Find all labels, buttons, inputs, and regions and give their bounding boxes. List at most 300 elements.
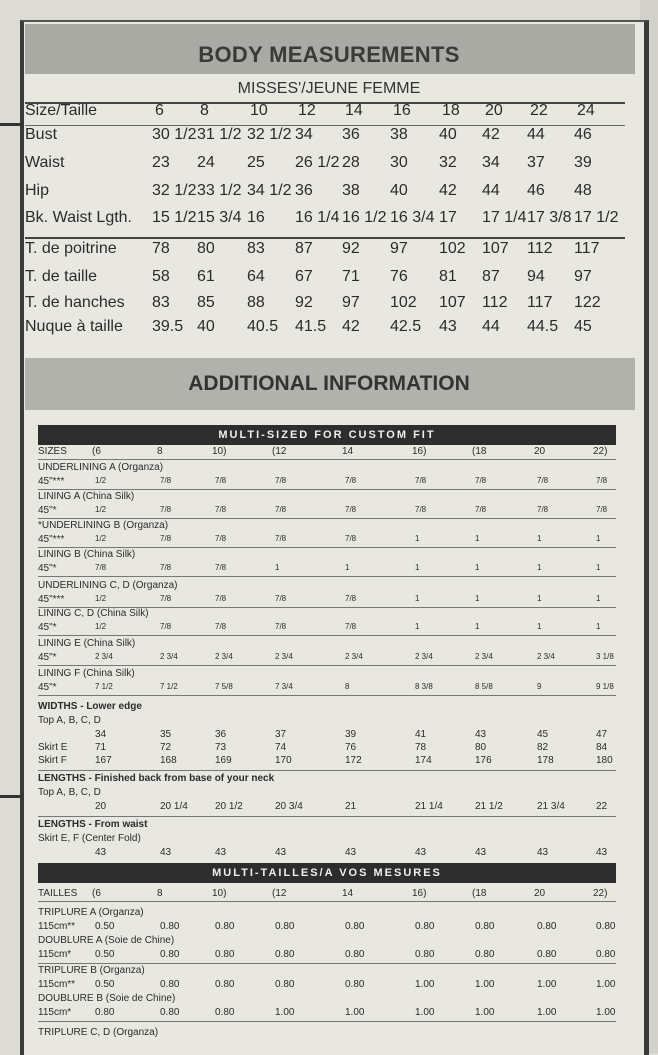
divider xyxy=(38,459,616,460)
measurement-cell: 39.5 xyxy=(152,318,184,335)
size-header-label: SIZES xyxy=(38,446,67,457)
value-cell: 0.80 xyxy=(275,949,295,960)
value-cell: 41 xyxy=(415,729,427,740)
measurement-label: Nuque à taille xyxy=(25,318,123,335)
value-cell: 1.00 xyxy=(475,1007,495,1018)
value-cell: 76 xyxy=(345,742,357,753)
value-cell: 0.80 xyxy=(160,949,180,960)
measurement-cell: 32 1/2 xyxy=(152,182,197,199)
value-cell: 3 1/8 xyxy=(596,652,614,661)
margin-mark xyxy=(0,795,22,798)
measurement-cell: 64 xyxy=(247,268,265,285)
multi-tailles-bar: MULTI-TAILLES/A VOS MESURES xyxy=(38,863,616,883)
measurement-cell: 42 xyxy=(439,182,457,199)
size-header-label: TAILLES xyxy=(38,888,78,899)
value-cell: 0.80 xyxy=(215,979,235,990)
fabric-title: LINING A (China Silk) xyxy=(38,491,135,502)
measurement-cell: 44 xyxy=(482,318,500,335)
value-cell: 2 3/4 xyxy=(475,652,493,661)
value-cell: 0.80 xyxy=(475,949,495,960)
value-cell: 1 xyxy=(345,563,350,572)
value-cell: 1.00 xyxy=(537,1007,557,1018)
value-cell: 1 xyxy=(275,563,280,572)
value-cell: 43 xyxy=(160,847,172,858)
size-header-cell: 22) xyxy=(593,888,608,899)
value-cell: 0.80 xyxy=(160,921,180,932)
width-label: 45"* xyxy=(38,622,57,633)
value-cell: 1.00 xyxy=(596,979,616,990)
width-label: 45"*** xyxy=(38,476,65,487)
value-cell: 20 3/4 xyxy=(275,801,303,812)
measurement-cell: 40 xyxy=(439,126,457,143)
measurement-cell: 30 xyxy=(390,154,408,171)
measurement-row xyxy=(25,268,635,292)
measurement-cell: 45 xyxy=(574,318,592,335)
fabric-metric-row xyxy=(38,949,616,963)
value-cell: 7/8 xyxy=(345,594,357,603)
size-header-cell: (12 xyxy=(272,888,287,899)
size-header-cell: 16 xyxy=(393,102,411,119)
value-cell: 7/8 xyxy=(596,505,608,514)
value-cell: 167 xyxy=(95,755,112,766)
measurement-cell: 83 xyxy=(152,294,170,311)
multi-sized-bar: MULTI-SIZED FOR CUSTOM FIT xyxy=(38,425,616,445)
width-label: 115cm** xyxy=(38,979,76,990)
value-cell: 9 xyxy=(537,682,542,691)
measurement-cell: 44 xyxy=(482,182,500,199)
fabric-title: LINING B (China Silk) xyxy=(38,549,136,560)
value-cell: 7/8 xyxy=(160,505,172,514)
value-cell: 7/8 xyxy=(275,476,287,485)
value-cell: 1 xyxy=(596,622,601,631)
value-cell: 20 1/2 xyxy=(215,801,243,812)
size-header-cell: 14 xyxy=(342,888,354,899)
measurement-cell: 36 xyxy=(295,182,313,199)
measurement-cell: 80 xyxy=(197,240,215,257)
value-cell: 0.80 xyxy=(345,949,365,960)
measurement-cell: 112 xyxy=(527,240,553,257)
fabric-title: UNDERLINING C, D (Organza) xyxy=(38,580,178,591)
value-cell: 1 xyxy=(537,594,542,603)
value-cell: 43 xyxy=(537,847,549,858)
value-cell: 43 xyxy=(345,847,357,858)
value-cell: 7 1/2 xyxy=(160,682,178,691)
value-cell: 43 xyxy=(475,847,487,858)
measurement-cell: 34 1/2 xyxy=(247,182,292,199)
size-header-cell: 20 xyxy=(534,446,546,457)
measurement-cell: 16 3/4 xyxy=(390,209,435,226)
divider xyxy=(38,770,616,771)
body-measurements-title: BODY MEASUREMENTS xyxy=(198,42,460,67)
top-length-row xyxy=(38,801,616,815)
value-cell: 0.80 xyxy=(95,1007,115,1018)
size-header-cell: (6 xyxy=(92,888,101,899)
value-cell: 1.00 xyxy=(345,1007,365,1018)
measurement-cell: 117 xyxy=(574,240,600,257)
margin-mark xyxy=(0,123,22,126)
size-header-cell: 22) xyxy=(593,446,608,457)
value-cell: 7/8 xyxy=(160,594,172,603)
size-header-cell: 8 xyxy=(157,446,163,457)
widths-subtitle: Top A, B, C, D xyxy=(38,715,101,726)
size-header-cell: 12 xyxy=(298,102,316,119)
value-cell: 1 xyxy=(537,563,542,572)
fabric-yardage-row xyxy=(38,652,616,666)
divider xyxy=(38,635,616,636)
divider xyxy=(25,237,625,239)
width-label: Skirt E xyxy=(38,742,68,753)
measurement-cell: 32 xyxy=(439,154,457,171)
value-cell: 45 xyxy=(537,729,549,740)
width-label: 45"* xyxy=(38,652,57,663)
value-cell: 43 xyxy=(596,847,608,858)
value-cell: 168 xyxy=(160,755,177,766)
value-cell: 0.80 xyxy=(415,921,435,932)
fabric-title: DOUBLURE B (Soie de Chine) xyxy=(38,993,176,1004)
value-cell: 20 xyxy=(95,801,107,812)
measurement-cell: 40.5 xyxy=(247,318,279,335)
measurement-cell: 38 xyxy=(390,126,408,143)
value-cell: 1/2 xyxy=(95,534,107,543)
value-cell: 7/8 xyxy=(475,476,487,485)
measurement-cell: 15 1/2 xyxy=(152,209,197,226)
value-cell: 37 xyxy=(275,729,287,740)
fabric-yardage-row xyxy=(38,505,616,519)
value-cell: 1.00 xyxy=(415,1007,435,1018)
value-cell: 1 xyxy=(475,622,480,631)
fabric-metric-row xyxy=(38,1007,616,1021)
value-cell: 7/8 xyxy=(345,505,357,514)
value-cell: 7/8 xyxy=(275,534,287,543)
size-header-cell: (12 xyxy=(272,446,287,457)
value-cell: 2 3/4 xyxy=(95,652,113,661)
size-header-label: Size/Taille xyxy=(25,102,98,119)
measurement-cell: 97 xyxy=(342,294,360,311)
width-label: 45"* xyxy=(38,563,57,574)
value-cell: 7/8 xyxy=(596,476,608,485)
value-cell: 0.80 xyxy=(345,921,365,932)
value-cell: 0.80 xyxy=(275,979,295,990)
value-cell: 47 xyxy=(596,729,608,740)
measurement-cell: 78 xyxy=(152,240,170,257)
value-cell: 82 xyxy=(537,742,549,753)
value-cell: 7 5/8 xyxy=(215,682,233,691)
value-cell: 1 xyxy=(475,594,480,603)
measurement-row xyxy=(25,154,635,178)
value-cell: 0.80 xyxy=(275,921,295,932)
width-label: 115cm* xyxy=(38,949,72,960)
fabric-title: TRIPLURE C, D (Organza) xyxy=(38,1027,159,1038)
value-cell: 0.80 xyxy=(215,949,235,960)
widths-title: WIDTHS - Lower edge xyxy=(38,701,142,712)
value-cell: 7/8 xyxy=(537,505,549,514)
measurement-cell: 38 xyxy=(342,182,360,199)
value-cell: 34 xyxy=(95,729,107,740)
value-cell: 1 xyxy=(537,622,542,631)
measurement-cell: 16 1/2 xyxy=(342,209,387,226)
value-cell: 8 3/8 xyxy=(415,682,433,691)
size-header-cell: 20 xyxy=(534,888,546,899)
measurement-cell: 67 xyxy=(295,268,313,285)
measurement-cell: 34 xyxy=(482,154,500,171)
measurement-cell: 97 xyxy=(390,240,408,257)
value-cell: 2 3/4 xyxy=(537,652,555,661)
value-cell: 1.00 xyxy=(596,1007,616,1018)
divider xyxy=(38,816,616,817)
lengths-waist-title: LENGTHS - From waist xyxy=(38,819,148,830)
fabric-yardage-row xyxy=(38,622,616,636)
measurement-cell: 42 xyxy=(342,318,360,335)
measurement-cell: 42.5 xyxy=(390,318,422,335)
size-header-cell: 18 xyxy=(442,102,460,119)
value-cell: 7/8 xyxy=(160,563,172,572)
size-header-cell: 16) xyxy=(412,446,427,457)
value-cell: 20 1/4 xyxy=(160,801,188,812)
sizes-header-row xyxy=(38,446,616,460)
lengths-neck-title: LENGTHS - Finished back from base of your neck xyxy=(38,773,275,784)
fabric-yardage-row xyxy=(38,682,616,696)
measurement-cell: 30 1/2 xyxy=(152,126,197,143)
value-cell: 84 xyxy=(596,742,608,753)
value-cell: 35 xyxy=(160,729,172,740)
size-header-row xyxy=(25,102,635,126)
divider xyxy=(38,547,616,548)
value-cell: 72 xyxy=(160,742,172,753)
measurement-cell: 107 xyxy=(482,240,509,257)
value-cell: 7/8 xyxy=(160,534,172,543)
value-cell: 174 xyxy=(415,755,432,766)
value-cell: 1 xyxy=(415,563,420,572)
measurement-cell: 16 1/4 xyxy=(295,209,340,226)
value-cell: 2 3/4 xyxy=(345,652,363,661)
value-cell: 7/8 xyxy=(160,622,172,631)
value-cell: 73 xyxy=(215,742,227,753)
size-header-cell: (6 xyxy=(92,446,101,457)
value-cell: 1 xyxy=(596,563,601,572)
measurement-cell: 36 xyxy=(342,126,360,143)
measurement-cell: 40 xyxy=(390,182,408,199)
measurement-cell: 42 xyxy=(482,126,500,143)
size-header-cell: 22 xyxy=(530,102,548,119)
fabric-yardage-row xyxy=(38,534,616,548)
value-cell: 1 xyxy=(537,534,542,543)
measurement-cell: 44.5 xyxy=(527,318,559,335)
value-cell: 0.80 xyxy=(160,1007,180,1018)
measurement-row xyxy=(25,318,635,342)
value-cell: 7/8 xyxy=(415,476,427,485)
value-cell: 7 3/4 xyxy=(275,682,293,691)
value-cell: 7 1/2 xyxy=(95,682,113,691)
measurement-cell: 32 1/2 xyxy=(247,126,292,143)
measurement-cell: 92 xyxy=(295,294,313,311)
value-cell: 0.80 xyxy=(345,979,365,990)
fabric-title: TRIPLURE A (Organza) xyxy=(38,907,144,918)
size-header-cell: (18 xyxy=(472,446,487,457)
value-cell: 1/2 xyxy=(95,476,107,485)
measurement-cell: 61 xyxy=(197,268,215,285)
size-header-cell: 20 xyxy=(485,102,503,119)
width-label: 45"*** xyxy=(38,594,65,605)
width-label: 115cm** xyxy=(38,921,76,932)
size-header-cell: 6 xyxy=(155,102,164,119)
measurement-cell: 44 xyxy=(527,126,545,143)
top-width-row xyxy=(38,729,616,743)
measurement-cell: 46 xyxy=(574,126,592,143)
value-cell: 1 xyxy=(415,594,420,603)
value-cell: 39 xyxy=(345,729,357,740)
value-cell: 7/8 xyxy=(215,505,227,514)
value-cell: 0.80 xyxy=(596,921,616,932)
value-cell: 1.00 xyxy=(537,979,557,990)
divider xyxy=(38,518,616,519)
value-cell: 2 3/4 xyxy=(275,652,293,661)
value-cell: 74 xyxy=(275,742,287,753)
value-cell: 176 xyxy=(475,755,492,766)
value-cell: 2 3/4 xyxy=(215,652,233,661)
value-cell: 178 xyxy=(537,755,554,766)
measurement-cell: 87 xyxy=(482,268,500,285)
measurement-cell: 37 xyxy=(527,154,545,171)
size-header-cell: (18 xyxy=(472,888,487,899)
divider xyxy=(38,695,616,696)
value-cell: 7/8 xyxy=(537,476,549,485)
measurement-row xyxy=(25,182,635,206)
width-label: 45"* xyxy=(38,505,57,516)
value-cell: 21 1/4 xyxy=(415,801,443,812)
measurement-cell: 24 xyxy=(197,154,215,171)
value-cell: 21 3/4 xyxy=(537,801,565,812)
fabric-title: LINING C, D (China Silk) xyxy=(38,608,149,619)
fabric-title: TRIPLURE B (Organza) xyxy=(38,965,145,976)
tailles-header-row xyxy=(38,888,616,902)
value-cell: 1 xyxy=(596,534,601,543)
value-cell: 7/8 xyxy=(215,534,227,543)
measurement-cell: 16 xyxy=(247,209,265,226)
measurement-cell: 25 xyxy=(247,154,265,171)
value-cell: 2 3/4 xyxy=(415,652,433,661)
value-cell: 0.80 xyxy=(537,949,557,960)
value-cell: 0.80 xyxy=(537,921,557,932)
lengths-neck-subtitle: Top A, B, C, D xyxy=(38,787,101,798)
value-cell: 1.00 xyxy=(475,979,495,990)
measurement-cell: 43 xyxy=(439,318,457,335)
measurement-label: Bk. Waist Lgth. xyxy=(25,209,132,226)
value-cell: 0.80 xyxy=(215,921,235,932)
measurement-cell: 85 xyxy=(197,294,215,311)
value-cell: 169 xyxy=(215,755,232,766)
measurement-cell: 94 xyxy=(527,268,545,285)
measurement-cell: 87 xyxy=(295,240,313,257)
measurement-cell: 71 xyxy=(342,268,360,285)
value-cell: 1/2 xyxy=(95,594,107,603)
size-header-cell: 10) xyxy=(212,888,227,899)
measurement-cell: 112 xyxy=(482,294,508,311)
value-cell: 1/2 xyxy=(95,505,107,514)
value-cell: 1 xyxy=(475,534,480,543)
measurement-cell: 41.5 xyxy=(295,318,327,335)
measurement-cell: 48 xyxy=(574,182,592,199)
value-cell: 43 xyxy=(475,729,487,740)
size-header-cell: 14 xyxy=(345,102,363,119)
measurement-label: T. de poitrine xyxy=(25,240,117,257)
divider xyxy=(38,901,616,902)
measurement-cell: 88 xyxy=(247,294,265,311)
measurement-cell: 92 xyxy=(342,240,360,257)
value-cell: 1.00 xyxy=(415,979,435,990)
value-cell: 43 xyxy=(95,847,107,858)
measurement-cell: 97 xyxy=(574,268,592,285)
value-cell: 43 xyxy=(415,847,427,858)
value-cell: 0.80 xyxy=(215,1007,235,1018)
value-cell: 22 xyxy=(596,801,608,812)
skirt-e-width-row xyxy=(38,742,616,756)
value-cell: 7/8 xyxy=(275,505,287,514)
skirt-length-row xyxy=(38,847,616,861)
value-cell: 1 xyxy=(415,534,420,543)
value-cell: 1.00 xyxy=(275,1007,295,1018)
measurement-cell: 23 xyxy=(152,154,170,171)
measurement-cell: 58 xyxy=(152,268,170,285)
value-cell: 78 xyxy=(415,742,427,753)
measurement-cell: 76 xyxy=(390,268,408,285)
divider xyxy=(38,489,616,490)
value-cell: 7/8 xyxy=(215,563,227,572)
value-cell: 7/8 xyxy=(215,594,227,603)
measurement-cell: 15 3/4 xyxy=(197,209,242,226)
value-cell: 7/8 xyxy=(275,622,287,631)
value-cell: 7/8 xyxy=(345,476,357,485)
fabric-title: UNDERLINING A (Organza) xyxy=(38,462,164,473)
measurement-cell: 102 xyxy=(439,240,466,257)
value-cell: 1 xyxy=(475,563,480,572)
value-cell: 36 xyxy=(215,729,227,740)
size-header-cell: 8 xyxy=(200,102,209,119)
lengths-waist-subtitle: Skirt E, F (Center Fold) xyxy=(38,833,141,844)
measurement-cell: 17 xyxy=(439,209,457,226)
value-cell: 7/8 xyxy=(95,563,107,572)
value-cell: 170 xyxy=(275,755,292,766)
misses-subtitle: MISSES'/JEUNE FEMME xyxy=(237,80,421,97)
width-label: 45"*** xyxy=(38,534,65,545)
fabric-metric-row xyxy=(38,979,616,993)
value-cell: 0.80 xyxy=(475,921,495,932)
measurement-label: Waist xyxy=(25,154,65,171)
measurement-label: Bust xyxy=(25,126,58,143)
size-header-cell: 10) xyxy=(212,446,227,457)
measurement-cell: 102 xyxy=(390,294,417,311)
value-cell: 7/8 xyxy=(215,476,227,485)
measurement-cell: 26 1/2 xyxy=(295,154,340,171)
value-cell: 7/8 xyxy=(415,505,427,514)
measurement-cell: 122 xyxy=(574,294,601,311)
measurement-cell: 17 3/8 xyxy=(527,209,572,226)
divider xyxy=(38,963,616,964)
measurement-cell: 46 xyxy=(527,182,545,199)
value-cell: 8 5/8 xyxy=(475,682,493,691)
fabric-title: LINING F (China Silk) xyxy=(38,668,135,679)
value-cell: 0.80 xyxy=(596,949,616,960)
value-cell: 7/8 xyxy=(345,622,357,631)
measurement-cell: 17 1/2 xyxy=(574,209,619,226)
measurement-label: T. de taille xyxy=(25,268,98,285)
value-cell: 180 xyxy=(596,755,613,766)
value-cell: 21 1/2 xyxy=(475,801,503,812)
value-cell: 0.50 xyxy=(95,949,115,960)
fabric-title: DOUBLURE A (Soie de Chine) xyxy=(38,935,175,946)
measurement-cell: 33 1/2 xyxy=(197,182,242,199)
value-cell: 7/8 xyxy=(160,476,172,485)
width-label: 45"* xyxy=(38,682,57,693)
